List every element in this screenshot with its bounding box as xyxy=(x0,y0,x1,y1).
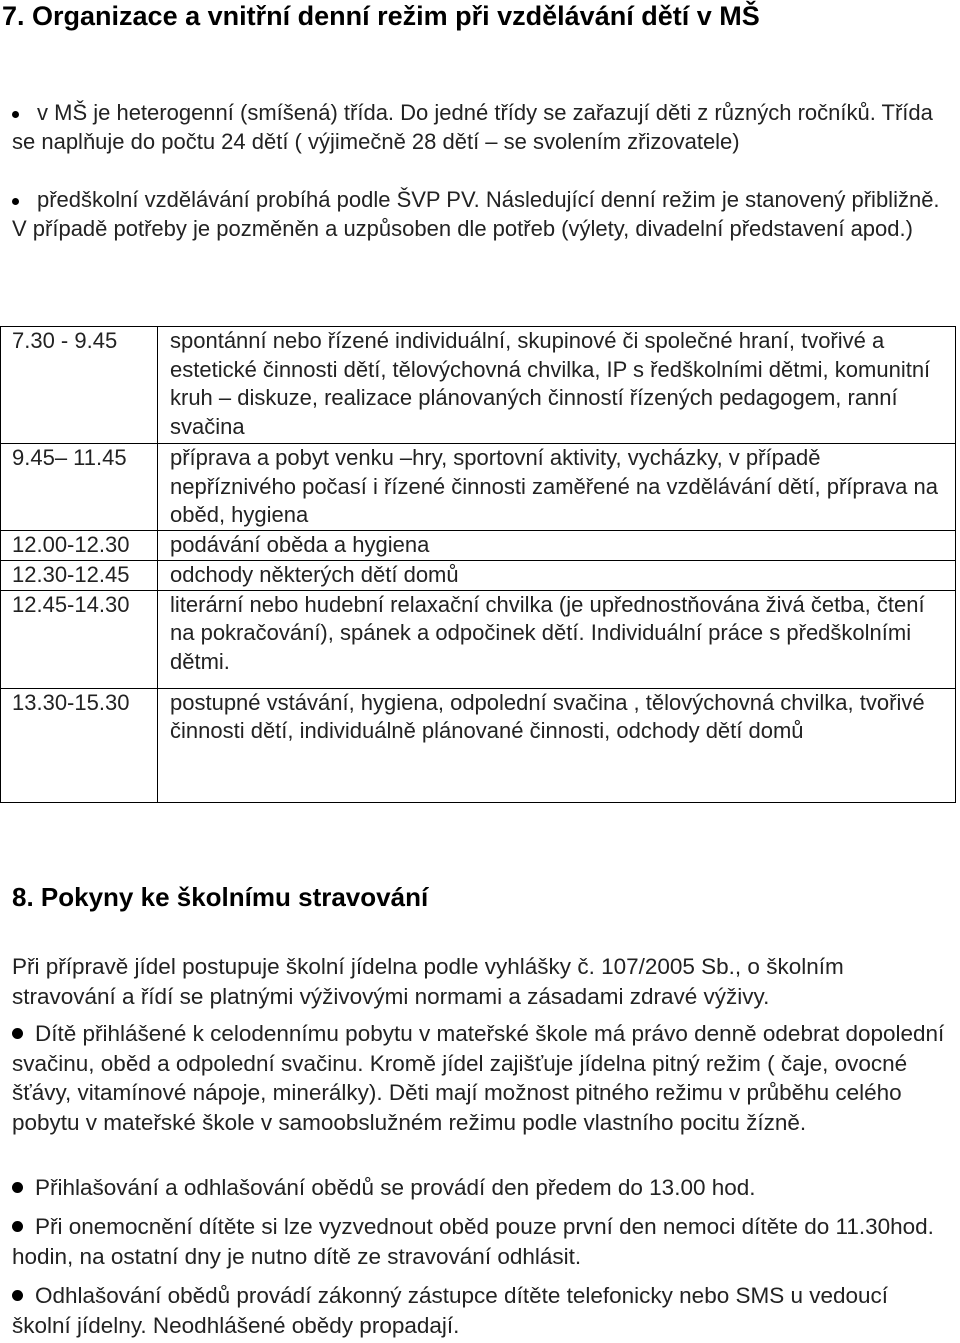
section-8-title: 8. Pokyny ke školnímu stravování xyxy=(12,882,429,912)
section-8-bullet xyxy=(12,1173,947,1203)
section-8-intro: Při přípravě jídel postupuje školní jídelna podle vyhlášky č. 107/2005 Sb., o školním stravování a řídí se platnými výživovými normami a zásadami zdravé výživy. xyxy=(12,954,844,1009)
section-8-bullet xyxy=(12,1019,947,1137)
table-row xyxy=(1,530,956,560)
bullet-text: Dítě přihlášené k celodennímu pobytu v mateřské škole má právo denně odebrat dopolední svačinu, oběd a odpolední svačinu. Kromě jídel zajišťuje jídelna pitný režim ( čaje, ovocné šťávy, vitamínové nápoje, minerálky). Děti mají možnost pitného režimu v průběhu celého pobytu v mateřské škole v samoobslužném režimu podle vlastního pocitu žízně. xyxy=(12,1021,945,1135)
bullet-text: v MŠ je heterogenní (smíšená) třída. Do jedné třídy se zařazují děti z různých ročníků. Třída se naplňuje do počtu 24 dětí ( výjimečně 28 dětí – se svolením zřizovatele) xyxy=(12,100,933,154)
table-row xyxy=(1,444,956,531)
bullet-text: Při onemocnění dítěte si lze vyzvednout oběd pouze první den nemoci dítěte do 11.30hod. hodin, na ostatní dny je nutno dítě ze stravování odhlásit. xyxy=(12,1214,934,1269)
daily-schedule-table xyxy=(0,326,956,803)
section-7-bullet xyxy=(12,99,947,156)
schedule-activity: literární nebo hudební relaxační chvilka (je upřednostňována živá četba, čtení na pokračování), spánek a odpočinek dětí. Individuální práce s předškolními dětmi. xyxy=(158,590,956,688)
schedule-activity: podávání oběda a hygiena xyxy=(158,530,956,560)
section-7-title: 7. Organizace a vnitřní denní režim při vzdělávání dětí v MŠ xyxy=(2,1,760,31)
section-8-bullet xyxy=(12,1281,947,1340)
schedule-activity: postupné vstávání, hygiena, odpolední svačina , tělovýchovná chvilka, tvořivé činnosti dětí, individuálně plánované činnosti, odchody dětí domů xyxy=(158,688,956,803)
schedule-time: 12.00-12.30 xyxy=(1,530,158,560)
section-7-bullet xyxy=(12,186,947,243)
schedule-activity: příprava a pobyt venku –hry, sportovní aktivity, vycházky, v případě nepříznivého počasí i řízené činnosti zaměřené na vzdělávání dětí, příprava na oběd, hygiena xyxy=(158,444,956,531)
bullet-text: Odhlašování obědů provádí zákonný zástupce dítěte telefonicky nebo SMS u vedoucí školní jídelny. Neodhlášené obědy propadají. xyxy=(12,1283,889,1338)
schedule-time: 7.30 - 9.45 xyxy=(1,327,158,444)
table-row xyxy=(1,560,956,590)
table-row xyxy=(1,327,956,444)
section-8-bullet xyxy=(12,1212,947,1271)
schedule-activity: spontánní nebo řízené individuální, skupinové či společné hraní, tvořivé a estetické činnosti dětí, tělovýchovná chvilka, IP s ředškolními dětmi, komunitní kruh – diskuze, realizace plánovaných činností řízených pedagogem, ranní svačina xyxy=(158,327,956,444)
bullet-text: Přihlašování a odhlašování obědů se provádí den předem do 13.00 hod. xyxy=(12,1175,756,1200)
schedule-activity: odchody některých dětí domů xyxy=(158,560,956,590)
bullet-text: předškolní vzdělávání probíhá podle ŠVP PV. Následující denní režim je stanovený přibližně. V případě potřeby je pozměněn a uzpůsoben dle potřeb (výlety, divadelní představení apod.) xyxy=(12,187,940,241)
schedule-time: 12.45-14.30 xyxy=(1,590,158,688)
table-row xyxy=(1,688,956,803)
schedule-time: 9.45– 11.45 xyxy=(1,444,158,531)
schedule-time: 13.30-15.30 xyxy=(1,688,158,803)
schedule-time: 12.30-12.45 xyxy=(1,560,158,590)
table-row xyxy=(1,590,956,688)
